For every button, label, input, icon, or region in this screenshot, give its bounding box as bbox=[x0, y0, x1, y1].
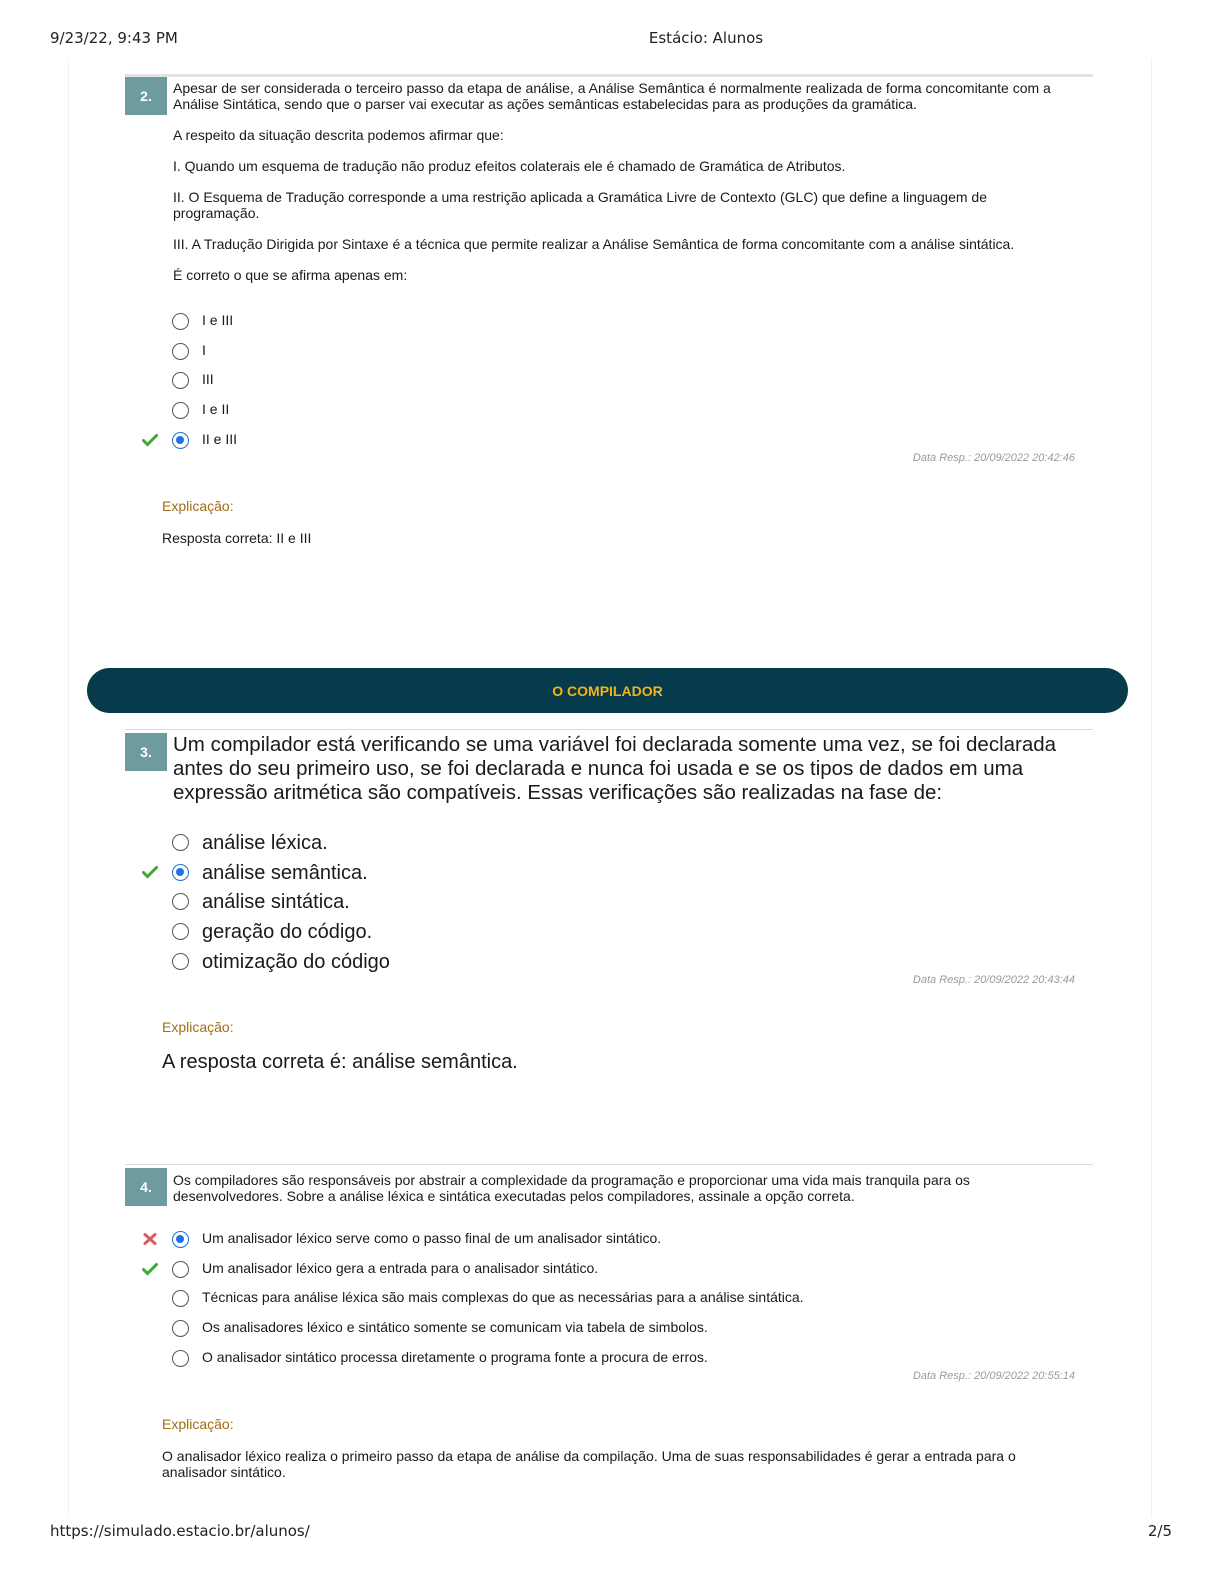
question-paragraph: III. A Tradução Dirigida por Sintaxe é a técnica que permite realizar a Análise Semântica de forma concomitante com a análise sintática. bbox=[173, 236, 1015, 252]
page-number: 2/5 bbox=[1147, 1522, 1172, 1540]
radio-button[interactable] bbox=[172, 953, 189, 970]
answer-option[interactable] bbox=[125, 833, 1093, 863]
response-date: Data Resp.: 20/09/2022 20:55:14 bbox=[912, 1370, 1075, 1382]
explanation-text: O analisador léxico realiza o primeiro passo da etapa de análise da compilação. Uma de suas responsabilidades é gerar a entrada para o analisador sintático. bbox=[162, 1448, 1016, 1480]
answer-option[interactable] bbox=[125, 401, 1093, 431]
section-header bbox=[87, 668, 1128, 713]
explanation-title: Explicação: bbox=[162, 498, 234, 514]
radio-button[interactable] bbox=[172, 343, 189, 360]
question-divider bbox=[125, 729, 1093, 730]
answer-options bbox=[125, 312, 1093, 460]
print-title: Estácio: Alunos bbox=[648, 29, 764, 47]
radio-button[interactable] bbox=[172, 864, 189, 881]
option-label: II e III bbox=[202, 430, 238, 447]
print-url: https://simulado.estacio.br/alunos/ bbox=[50, 1522, 310, 1540]
check-icon bbox=[142, 1262, 158, 1276]
option-label: III bbox=[202, 371, 214, 388]
radio-button[interactable] bbox=[172, 372, 189, 389]
question-paragraph: Apesar de ser considerada o terceiro passo da etapa de análise, a Análise Semântica é normalmente realizada de forma concomitante com a Análise Sintática, sendo que o parser vai executar as ações semânticas estabelecidas para as produções da gramática. bbox=[173, 80, 1051, 112]
option-label: I e III bbox=[202, 312, 234, 328]
answer-option[interactable] bbox=[125, 892, 1093, 922]
option-label: geração do código. bbox=[202, 921, 373, 944]
option-label: Técnicas para análise léxica são mais complexas do que as necessárias para a análise sintática. bbox=[202, 1289, 804, 1306]
option-label: Os analisadores léxico e sintático somente se comunicam via tabela de simbolos. bbox=[202, 1319, 708, 1336]
radio-button[interactable] bbox=[172, 1261, 189, 1278]
question-paragraph: É correto o que se afirma apenas em: bbox=[173, 267, 408, 283]
option-label: I e II bbox=[202, 401, 230, 418]
response-date: Data Resp.: 20/09/2022 20:43:44 bbox=[912, 974, 1075, 986]
radio-button[interactable] bbox=[172, 432, 189, 449]
radio-button[interactable] bbox=[172, 1290, 189, 1307]
question-divider bbox=[125, 74, 1093, 77]
answer-option[interactable] bbox=[125, 312, 1093, 342]
question-text: Os compiladores são responsáveis por abstrair a complexidade da programação e proporcionar uma vida mais tranquila para os desenvolvedores. Sobre a análise léxica e sintática executadas pelos compiladores, assinale a opção correta. bbox=[173, 1172, 970, 1204]
answer-option[interactable] bbox=[125, 1319, 1093, 1349]
check-icon bbox=[142, 865, 158, 879]
answer-option[interactable] bbox=[125, 342, 1093, 372]
answer-option[interactable] bbox=[125, 1260, 1093, 1290]
option-label: O analisador sintático processa diretamente o programa fonte a procura de erros. bbox=[202, 1348, 708, 1365]
question-number: 2. bbox=[125, 77, 167, 115]
question-paragraph: I. Quando um esquema de tradução não produz efeitos colaterais ele é chamado de Gramática de Atributos. bbox=[173, 158, 846, 174]
answer-option[interactable] bbox=[125, 1230, 1093, 1260]
explanation-text: Resposta correta: II e III bbox=[162, 530, 312, 546]
answer-option[interactable] bbox=[125, 863, 1093, 893]
response-date: Data Resp.: 20/09/2022 20:42:46 bbox=[912, 452, 1075, 464]
radio-button[interactable] bbox=[172, 1320, 189, 1337]
question-number: 4. bbox=[125, 1168, 167, 1206]
print-datetime: 9/23/22, 9:43 PM bbox=[50, 29, 178, 47]
answer-options bbox=[125, 1230, 1093, 1378]
check-icon bbox=[142, 433, 158, 447]
answer-option[interactable] bbox=[125, 1289, 1093, 1319]
question-text: Um compilador está verificando se uma variável foi declarada somente uma vez, se foi declarada antes do seu primeiro uso, se foi declarada e nunca foi usada e se os tipos de dados em uma expressão aritmética são compatíveis. Essas verificações são realizadas na fase de: bbox=[173, 733, 1057, 804]
section-title: O COMPILADOR bbox=[552, 682, 663, 699]
question-paragraph: II. O Esquema de Tradução corresponde a uma restrição aplicada a Gramática Livre de Contexto (GLC) que define a linguagem de programação. bbox=[173, 189, 988, 221]
question-text bbox=[173, 80, 1073, 298]
radio-button[interactable] bbox=[172, 893, 189, 910]
cross-icon bbox=[142, 1232, 158, 1246]
question-divider bbox=[125, 1164, 1093, 1165]
option-label: Um analisador léxico serve como o passo final de um analisador sintático. bbox=[202, 1230, 662, 1246]
answer-option[interactable] bbox=[125, 371, 1093, 401]
option-label: análise léxica. bbox=[202, 832, 328, 854]
radio-button[interactable] bbox=[172, 834, 189, 851]
radio-button[interactable] bbox=[172, 923, 189, 940]
option-label: I bbox=[202, 341, 206, 358]
question-paragraph: A respeito da situação descrita podemos afirmar que: bbox=[173, 127, 504, 143]
option-label: Um analisador léxico gera a entrada para o analisador sintático. bbox=[202, 1259, 599, 1276]
explanation-title: Explicação: bbox=[162, 1019, 234, 1035]
radio-button[interactable] bbox=[172, 313, 189, 330]
radio-button[interactable] bbox=[172, 1231, 189, 1248]
question-number: 3. bbox=[125, 733, 167, 771]
option-label: otimização do código bbox=[202, 950, 390, 973]
explanation-text: A resposta correta é: análise semântica. bbox=[162, 1051, 518, 1073]
radio-button[interactable] bbox=[172, 1350, 189, 1367]
explanation-title: Explicação: bbox=[162, 1416, 234, 1432]
radio-button[interactable] bbox=[172, 402, 189, 419]
answer-option[interactable] bbox=[125, 922, 1093, 952]
option-label: análise semântica. bbox=[202, 861, 368, 884]
option-label: análise sintática. bbox=[202, 891, 350, 914]
answer-options bbox=[125, 833, 1093, 981]
